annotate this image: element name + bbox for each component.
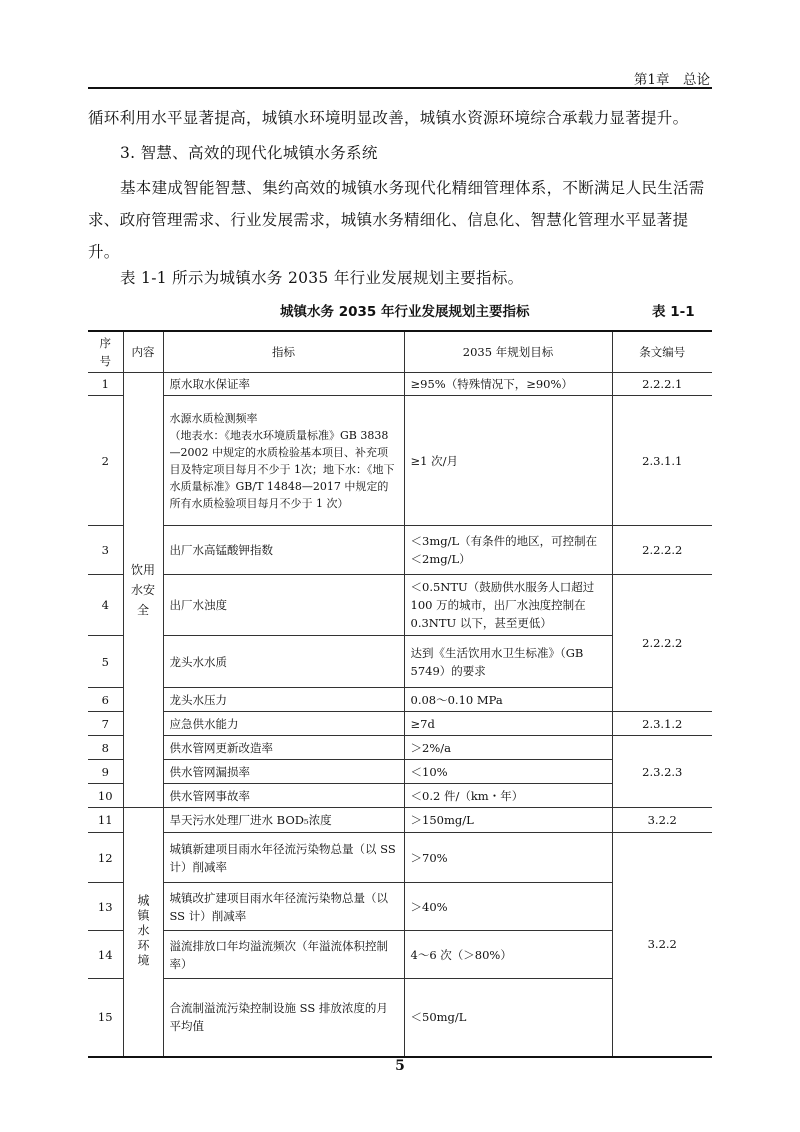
row-seq: 15 bbox=[88, 979, 123, 1057]
row-target: ＞70% bbox=[404, 833, 612, 883]
row-indicator: 原水取水保证率 bbox=[163, 373, 404, 396]
row-target: ＜50mg/L bbox=[404, 979, 612, 1057]
table-caption: 城镇水务 2035 年行业发展规划主要指标 bbox=[280, 304, 530, 320]
table-row bbox=[88, 396, 712, 526]
row-seq: 8 bbox=[88, 736, 123, 760]
row-target: ＜0.2 件/（km・年） bbox=[404, 784, 612, 808]
row-indicator: 旱天污水处理厂进水 BOD₅浓度 bbox=[163, 808, 404, 833]
row-seq: 13 bbox=[88, 883, 123, 931]
row-indicator: 出厂水浊度 bbox=[163, 575, 404, 636]
row-seq: 11 bbox=[88, 808, 123, 833]
group-drinking-water-label: 饮用水安全 bbox=[130, 563, 155, 617]
row-target: ＞40% bbox=[404, 883, 612, 931]
table-row bbox=[88, 808, 712, 833]
row-seq: 10 bbox=[88, 784, 123, 808]
row-indicator: 龙头水压力 bbox=[163, 688, 404, 712]
row-target: ≥7d bbox=[404, 712, 612, 736]
row-seq: 9 bbox=[88, 760, 123, 784]
table-header-row bbox=[88, 331, 712, 373]
indicator-table bbox=[88, 330, 712, 1058]
row-indicator: 应急供水能力 bbox=[163, 712, 404, 736]
group-urban-water-env-label: 城镇水环境 bbox=[136, 894, 150, 970]
row-clause: 2.2.2.2 bbox=[612, 575, 712, 712]
table-row bbox=[88, 373, 712, 396]
row-indicator: 出厂水高锰酸钾指数 bbox=[163, 526, 404, 575]
row-target: ＞150mg/L bbox=[404, 808, 612, 833]
header-indicator: 指标 bbox=[163, 331, 404, 373]
row-clause: 2.2.2.2 bbox=[612, 526, 712, 575]
header-seq: 序号 bbox=[88, 331, 123, 373]
header-content: 内容 bbox=[123, 331, 163, 373]
row-seq: 1 bbox=[88, 373, 123, 396]
row-target: ＜3mg/L（有条件的地区，可控制在＜2mg/L） bbox=[404, 526, 612, 575]
row-seq: 12 bbox=[88, 833, 123, 883]
paragraph-2: 基本建成智能智慧、集约高效的城镇水务现代化精细管理体系，不断满足人民生活需求、政府管理需求、行业发展需求，城镇水务精细化、信息化、智慧化管理水平显著提升。 bbox=[88, 179, 705, 261]
group-urban-water-env bbox=[123, 808, 163, 1057]
row-seq: 2 bbox=[88, 396, 123, 526]
table-row bbox=[88, 833, 712, 883]
row-seq: 14 bbox=[88, 931, 123, 979]
row-clause: 2.3.1.2 bbox=[612, 712, 712, 736]
row-seq: 4 bbox=[88, 575, 123, 636]
table-row bbox=[88, 736, 712, 760]
paragraph-3: 表 1-1 所示为城镇水务 2035 年行业发展规划主要指标。 bbox=[120, 269, 524, 287]
row-clause: 3.2.2 bbox=[612, 808, 712, 833]
row-target: 4～6 次（＞80%） bbox=[404, 931, 612, 979]
header-target: 2035 年规划目标 bbox=[404, 331, 612, 373]
row-indicator: 供水管网漏损率 bbox=[163, 760, 404, 784]
row-clause: 2.3.2.3 bbox=[612, 736, 712, 808]
paragraph-1: 循环利用水平显著提高，城镇水环境明显改善，城镇水资源环境综合承载力显著提升。 bbox=[88, 109, 689, 127]
row-indicator: 城镇新建项目雨水年径流污染物总量（以 SS计）削减率 bbox=[163, 833, 404, 883]
row-seq: 5 bbox=[88, 636, 123, 688]
table-row bbox=[88, 712, 712, 736]
row-target: ＜0.5NTU（鼓励供水服务人口超过 100 万的城市，出厂水浊度控制在 0.3NTU 以下，甚至更低） bbox=[404, 575, 612, 636]
row-seq: 6 bbox=[88, 688, 123, 712]
row-target: ≥1 次/月 bbox=[404, 396, 612, 526]
section-heading: 3. 智慧、高效的现代化城镇水务系统 bbox=[120, 144, 378, 162]
group-drinking-water bbox=[123, 373, 163, 808]
header-clause: 条文编号 bbox=[612, 331, 712, 373]
table-number: 表 1-1 bbox=[652, 304, 695, 320]
header-rule bbox=[88, 87, 712, 89]
chapter-header: 第1章 总论 bbox=[633, 72, 710, 88]
table-row bbox=[88, 526, 712, 575]
row-clause: 2.2.2.1 bbox=[612, 373, 712, 396]
row-indicator: 供水管网事故率 bbox=[163, 784, 404, 808]
row-target: ＞2%/a bbox=[404, 736, 612, 760]
row-seq: 3 bbox=[88, 526, 123, 575]
row-target: 0.08～0.10 MPa bbox=[404, 688, 612, 712]
row-clause: 2.3.1.1 bbox=[612, 396, 712, 526]
page-number: 5 bbox=[395, 1058, 405, 1074]
row-indicator: 溢流排放口年均溢流频次（年溢流体积控制率） bbox=[163, 931, 404, 979]
row-seq: 7 bbox=[88, 712, 123, 736]
row-indicator: 城镇改扩建项目雨水年径流污染物总量（以 SS 计）削减率 bbox=[163, 883, 404, 931]
row-indicator: 合流制溢流污染控制设施 SS 排放浓度的月平均值 bbox=[163, 979, 404, 1057]
row-target: ≥95%（特殊情况下，≥90%） bbox=[404, 373, 612, 396]
row-target: 达到《生活饮用水卫生标准》（GB 5749）的要求 bbox=[404, 636, 612, 688]
table-row bbox=[88, 575, 712, 636]
row-indicator: 水源水质检测频率 （地表水：《地表水环境质量标准》GB 3838—2002 中规定的水质检验基本项目、补充项目及特定项目每月不少于 1次；地下水：《地下水质量标准》GB/T 14848—2017 中规定的所有水质检验项目每月不少于 1 次） bbox=[163, 396, 404, 526]
row-clause: 3.2.2 bbox=[612, 833, 712, 1057]
row-target: ＜10% bbox=[404, 760, 612, 784]
row-indicator: 龙头水水质 bbox=[163, 636, 404, 688]
row-indicator: 供水管网更新改造率 bbox=[163, 736, 404, 760]
